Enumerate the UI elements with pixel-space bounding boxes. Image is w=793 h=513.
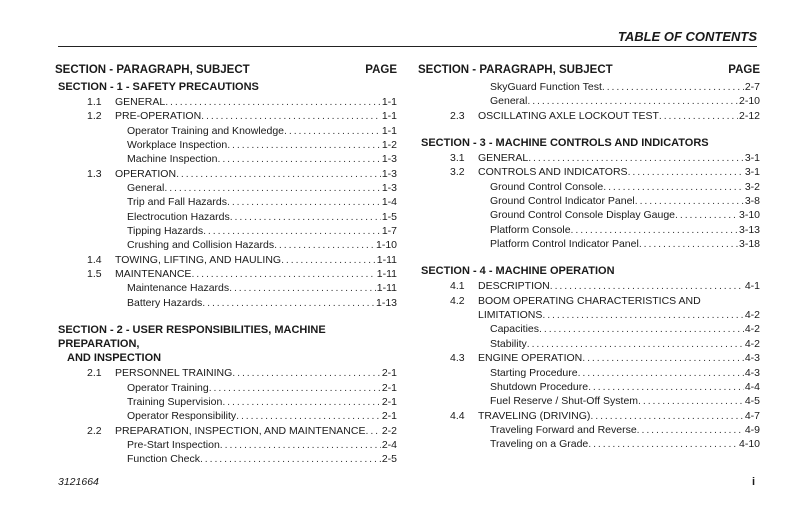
page-title: TABLE OF CONTENTS (617, 29, 757, 44)
section-heading[interactable] (418, 264, 760, 278)
entry-title: Machine Inspection (127, 153, 218, 166)
entry-number: 2.1 (87, 367, 102, 380)
toc-entry[interactable] (418, 437, 760, 451)
entry-number: 1.5 (87, 268, 102, 281)
entry-page-number: 1-10 (375, 239, 397, 252)
entry-title: Fuel Reserve / Shut-Off System (490, 395, 639, 408)
entry-line (127, 224, 397, 238)
toc-entry[interactable] (418, 380, 760, 394)
toc-entry[interactable] (55, 224, 397, 238)
dot-leader (582, 351, 744, 365)
entry-title: Stability (490, 337, 527, 350)
toc-entry[interactable] (418, 151, 760, 165)
toc-entry[interactable] (55, 366, 397, 380)
toc-entry[interactable] (418, 409, 760, 423)
dot-leader (202, 296, 375, 310)
entry-line (127, 281, 397, 295)
column-header-subject: SECTION - PARAGRAPH, SUBJECT (418, 64, 613, 76)
entry-title: Capacities (490, 323, 540, 336)
entry-page-number: 3-10 (738, 209, 760, 222)
entry-title: TRAVELING (DRIVING) (478, 409, 591, 422)
entry-line (490, 423, 760, 437)
entry-title: Maintenance Hazards (127, 282, 230, 295)
entry-line (490, 208, 760, 222)
toc-entry[interactable] (55, 381, 397, 395)
entry-line (478, 409, 760, 423)
toc-entry[interactable] (418, 94, 760, 108)
dot-leader (635, 194, 744, 208)
dot-leader (284, 124, 381, 138)
entry-title: OPERATION (115, 167, 177, 180)
page-number: i (751, 476, 755, 488)
toc-entry[interactable] (55, 267, 397, 281)
toc-entry[interactable] (55, 395, 397, 409)
dot-leader (590, 409, 743, 423)
dot-leader (542, 308, 743, 322)
toc-entry[interactable] (55, 452, 397, 466)
dot-leader (165, 95, 381, 109)
entry-page-number: 3-1 (744, 166, 760, 179)
entry-number: 1.2 (87, 110, 102, 123)
dot-leader (201, 109, 381, 123)
entry-line (115, 95, 397, 109)
entry-line (478, 165, 760, 179)
entry-line (478, 151, 760, 165)
entry-line (490, 180, 760, 194)
toc-entry[interactable] (418, 237, 760, 251)
toc-column-body (418, 80, 760, 452)
toc-entry[interactable] (55, 210, 397, 224)
dot-leader (527, 337, 744, 351)
entry-page-number: 2-5 (381, 453, 397, 466)
dot-leader (191, 267, 375, 281)
dot-leader (209, 381, 381, 395)
entry-number: 3.2 (450, 166, 465, 179)
toc-entry[interactable] (55, 152, 397, 166)
entry-title: BOOM OPERATING CHARACTERISTICS AND (478, 294, 701, 307)
entry-page-number: 4-9 (744, 423, 760, 436)
entry-line (127, 181, 397, 195)
entry-page-number: 4-2 (744, 337, 760, 350)
toc-entry[interactable] (418, 394, 760, 408)
entry-title: PRE-OPERATION (115, 110, 202, 123)
entry-line (127, 195, 397, 209)
entry-line (115, 267, 397, 281)
entry-title: Trip and Fall Hazards (127, 196, 227, 209)
entry-number: 1.3 (87, 167, 102, 180)
entry-page-number: 3-2 (744, 180, 760, 193)
section-heading-line: SECTION - 4 - MACHINE OPERATION (421, 265, 615, 278)
entry-title: ENGINE OPERATION (478, 352, 583, 365)
dot-leader (220, 438, 381, 452)
entry-number: 4.1 (450, 280, 465, 293)
section-heading-line: SECTION - 3 - MACHINE CONTROLS AND INDICATORS (421, 137, 709, 150)
entry-page-number: 1-7 (381, 225, 397, 238)
entry-title: LIMITATIONS (478, 309, 543, 322)
entry-line (127, 296, 397, 310)
column-header (418, 64, 760, 80)
entry-line (490, 223, 760, 237)
entry-line (490, 380, 760, 394)
entry-page-number: 1-5 (381, 210, 397, 223)
document-number: 3121664 (58, 476, 99, 488)
toc-entry[interactable] (55, 424, 397, 438)
entry-page-number: 4-2 (744, 309, 760, 322)
entry-number: 1.1 (87, 96, 102, 108)
entry-number: 4.3 (450, 352, 465, 365)
entry-page-number: 1-13 (375, 296, 397, 309)
entry-number: 1.4 (87, 253, 102, 266)
entry-line (490, 237, 760, 251)
dot-leader (229, 281, 376, 295)
entry-title: SkyGuard Function Test (490, 81, 602, 93)
entry-page-number: 3-1 (744, 152, 760, 165)
toc-entry[interactable] (418, 294, 760, 308)
toc-entry[interactable] (55, 124, 397, 138)
toc-entry[interactable] (418, 351, 760, 365)
entry-page-number: 1-1 (381, 124, 397, 137)
entry-title: Crushing and Collision Hazards (127, 239, 275, 252)
entry-title: Battery Hazards (127, 296, 203, 309)
dot-leader (578, 366, 744, 380)
entry-line (127, 210, 397, 224)
dot-leader (217, 152, 380, 166)
toc-column-right (418, 64, 760, 452)
entry-page-number: 3-18 (738, 238, 760, 251)
entry-line (490, 80, 760, 94)
toc-column-left (55, 64, 397, 467)
dot-leader (639, 237, 738, 251)
entry-line (490, 366, 760, 380)
toc-entry[interactable] (55, 238, 397, 252)
entry-page-number: 4-7 (744, 409, 760, 422)
entry-page-number: 2-1 (381, 395, 397, 408)
entry-title: PERSONNEL TRAINING (115, 367, 233, 380)
entry-line (127, 381, 397, 395)
entry-title: OSCILLATING AXLE LOCKOUT TEST (478, 109, 659, 122)
entry-line (127, 452, 397, 466)
entry-line (115, 253, 397, 267)
entry-line (127, 409, 397, 423)
dot-leader (571, 223, 738, 237)
entry-page-number: 4-5 (744, 395, 760, 408)
toc-entry[interactable] (418, 109, 760, 123)
header-divider (58, 46, 757, 47)
entry-line (478, 279, 760, 293)
entry-page-number: 4-3 (744, 352, 760, 365)
dot-leader (637, 423, 744, 437)
entry-page-number: 2-1 (381, 381, 397, 394)
entry-page-number: 1-11 (376, 282, 397, 295)
entry-title: Training Supervision (127, 395, 223, 408)
entry-line (490, 322, 760, 336)
entry-line (127, 238, 397, 252)
dot-leader (628, 165, 744, 179)
section-heading[interactable] (418, 136, 760, 150)
entry-line (478, 351, 760, 365)
dot-leader (222, 395, 380, 409)
entry-title: Operator Training (127, 381, 209, 394)
dot-leader (675, 208, 738, 222)
entry-title: Shutdown Procedure (490, 380, 589, 393)
entry-number: 4.4 (450, 409, 465, 422)
entry-line (478, 308, 760, 322)
entry-page-number: 3-13 (738, 223, 760, 236)
entry-title: Pre-Start Inspection (127, 438, 220, 451)
toc-entry[interactable] (55, 138, 397, 152)
entry-line (127, 124, 397, 138)
toc-entry[interactable] (418, 223, 760, 237)
entry-title: GENERAL (478, 152, 529, 165)
toc-entry[interactable] (55, 296, 397, 310)
section-heading-line: AND INSPECTION (67, 352, 162, 365)
toc-entry[interactable] (418, 279, 760, 293)
dot-leader (227, 138, 381, 152)
dot-leader (528, 151, 744, 165)
entry-page-number: 1-1 (381, 96, 397, 108)
toc-entry[interactable] (418, 165, 760, 179)
dot-leader (281, 253, 376, 267)
entry-page-number: 2-4 (381, 438, 397, 451)
section-heading[interactable] (55, 323, 397, 365)
toc-entry[interactable] (55, 195, 397, 209)
toc-entry[interactable] (55, 281, 397, 295)
entry-title: Starting Procedure (490, 366, 578, 379)
toc-entry[interactable] (418, 80, 760, 94)
dot-leader (527, 94, 738, 108)
entry-title: Tipping Hazards (127, 225, 204, 238)
entry-page-number: 3-8 (744, 195, 760, 208)
entry-line (115, 167, 397, 181)
column-header-subject: SECTION - PARAGRAPH, SUBJECT (55, 64, 250, 76)
column-header (55, 64, 397, 80)
entry-title: Ground Control Console Display Gauge (490, 209, 676, 222)
dot-leader (232, 366, 381, 380)
dot-leader (203, 224, 381, 238)
dot-leader (176, 167, 381, 181)
entry-line (490, 194, 760, 208)
dot-leader (638, 394, 744, 408)
entry-line (478, 294, 760, 308)
section-heading[interactable] (55, 80, 397, 94)
entry-title: CONTROLS AND INDICATORS (478, 166, 628, 179)
entry-page-number: 2-12 (738, 109, 760, 122)
entry-page-number: 2-1 (381, 367, 397, 380)
entry-title: Workplace Inspection (127, 139, 228, 152)
entry-line (127, 438, 397, 452)
entry-page-number: 1-3 (381, 167, 397, 180)
entry-title: Platform Console (490, 223, 571, 236)
toc-column-body (55, 80, 397, 467)
entry-line (490, 337, 760, 351)
toc-entry[interactable] (418, 180, 760, 194)
toc-entry[interactable] (418, 194, 760, 208)
entry-page-number: 4-1 (744, 280, 760, 293)
entry-line (490, 394, 760, 408)
entry-title: Function Check (127, 453, 200, 466)
toc-entry[interactable] (55, 181, 397, 195)
dot-leader (550, 279, 744, 293)
entry-line (490, 437, 760, 451)
toc-entry[interactable] (55, 253, 397, 267)
entry-page-number: 1-11 (376, 253, 397, 266)
entry-title: DESCRIPTION (478, 280, 550, 293)
entry-title: General (490, 95, 528, 108)
dot-leader (274, 238, 375, 252)
entry-title: MAINTENANCE (115, 268, 192, 281)
entry-line (490, 94, 760, 108)
toc-entry[interactable] (418, 366, 760, 380)
entry-number: 2.2 (87, 424, 102, 437)
toc-entry[interactable] (55, 167, 397, 181)
entry-page-number: 1-4 (381, 196, 397, 209)
dot-leader (164, 181, 380, 195)
dot-leader (200, 452, 381, 466)
entry-page-number: 1-3 (381, 153, 397, 166)
toc-entry[interactable] (418, 208, 760, 222)
entry-title: Platform Control Indicator Panel (490, 238, 639, 251)
entry-number: 2.3 (450, 109, 465, 122)
entry-page-number: 1-2 (381, 139, 397, 152)
entry-line (127, 152, 397, 166)
dot-leader (588, 437, 738, 451)
toc-entry[interactable] (55, 109, 397, 123)
entry-title: Traveling on a Grade (490, 438, 589, 451)
entry-line (127, 138, 397, 152)
entry-title: Operator Training and Knowledge (127, 124, 285, 137)
toc-entry[interactable] (418, 337, 760, 351)
toc-entry[interactable] (418, 423, 760, 437)
column-header-page: PAGE (365, 64, 397, 76)
toc-entry[interactable] (418, 322, 760, 336)
entry-page-number: 2-1 (381, 410, 397, 423)
entry-title: Ground Control Indicator Panel (490, 195, 635, 208)
entry-line (115, 366, 397, 380)
toc-entry[interactable] (55, 409, 397, 423)
toc-entry[interactable] (418, 308, 760, 322)
entry-page-number: 1-3 (381, 182, 397, 195)
column-header-page: PAGE (728, 64, 760, 76)
entry-title: Traveling Forward and Reverse (490, 423, 637, 436)
entry-line (127, 395, 397, 409)
dot-leader (539, 322, 744, 336)
entry-line (115, 109, 397, 123)
dot-leader (227, 195, 381, 209)
dot-leader (588, 380, 744, 394)
entry-page-number: 1-11 (376, 268, 397, 281)
entry-page-number: 4-10 (738, 438, 760, 451)
entry-page-number: 4-2 (744, 323, 760, 336)
entry-number: 3.1 (450, 152, 465, 165)
dot-leader (365, 424, 380, 438)
entry-title: Electrocution Hazards (127, 210, 230, 223)
entry-title: PREPARATION, INSPECTION, AND MAINTENANCE (115, 424, 366, 437)
entry-page-number: 4-3 (744, 366, 760, 379)
toc-entry[interactable] (55, 438, 397, 452)
entry-title: Operator Responsibility (127, 410, 237, 423)
entry-title: Ground Control Console (490, 180, 604, 193)
dot-leader (230, 210, 381, 224)
dot-leader (236, 409, 381, 423)
dot-leader (603, 180, 744, 194)
entry-number: 4.2 (450, 294, 465, 307)
entry-title: TOWING, LIFTING, AND HAULING (115, 253, 282, 266)
entry-page-number: 2-2 (381, 424, 397, 437)
entry-page-number: 1-1 (381, 110, 397, 123)
entry-page-number: 2-7 (744, 81, 760, 93)
entry-page-number: 2-10 (738, 95, 760, 108)
dot-leader (602, 80, 744, 94)
dot-leader (659, 109, 738, 123)
entry-title: GENERAL (115, 96, 166, 108)
entry-title: General (127, 182, 165, 195)
entry-line (478, 109, 760, 123)
toc-entry[interactable] (55, 95, 397, 109)
section-heading-line: SECTION - 1 - SAFETY PRECAUTIONS (58, 81, 259, 93)
entry-page-number: 4-4 (744, 380, 760, 393)
section-heading-line: SECTION - 2 - USER RESPONSIBILITIES, MACHINE PREPARATION, (58, 324, 326, 351)
entry-line (115, 424, 397, 438)
